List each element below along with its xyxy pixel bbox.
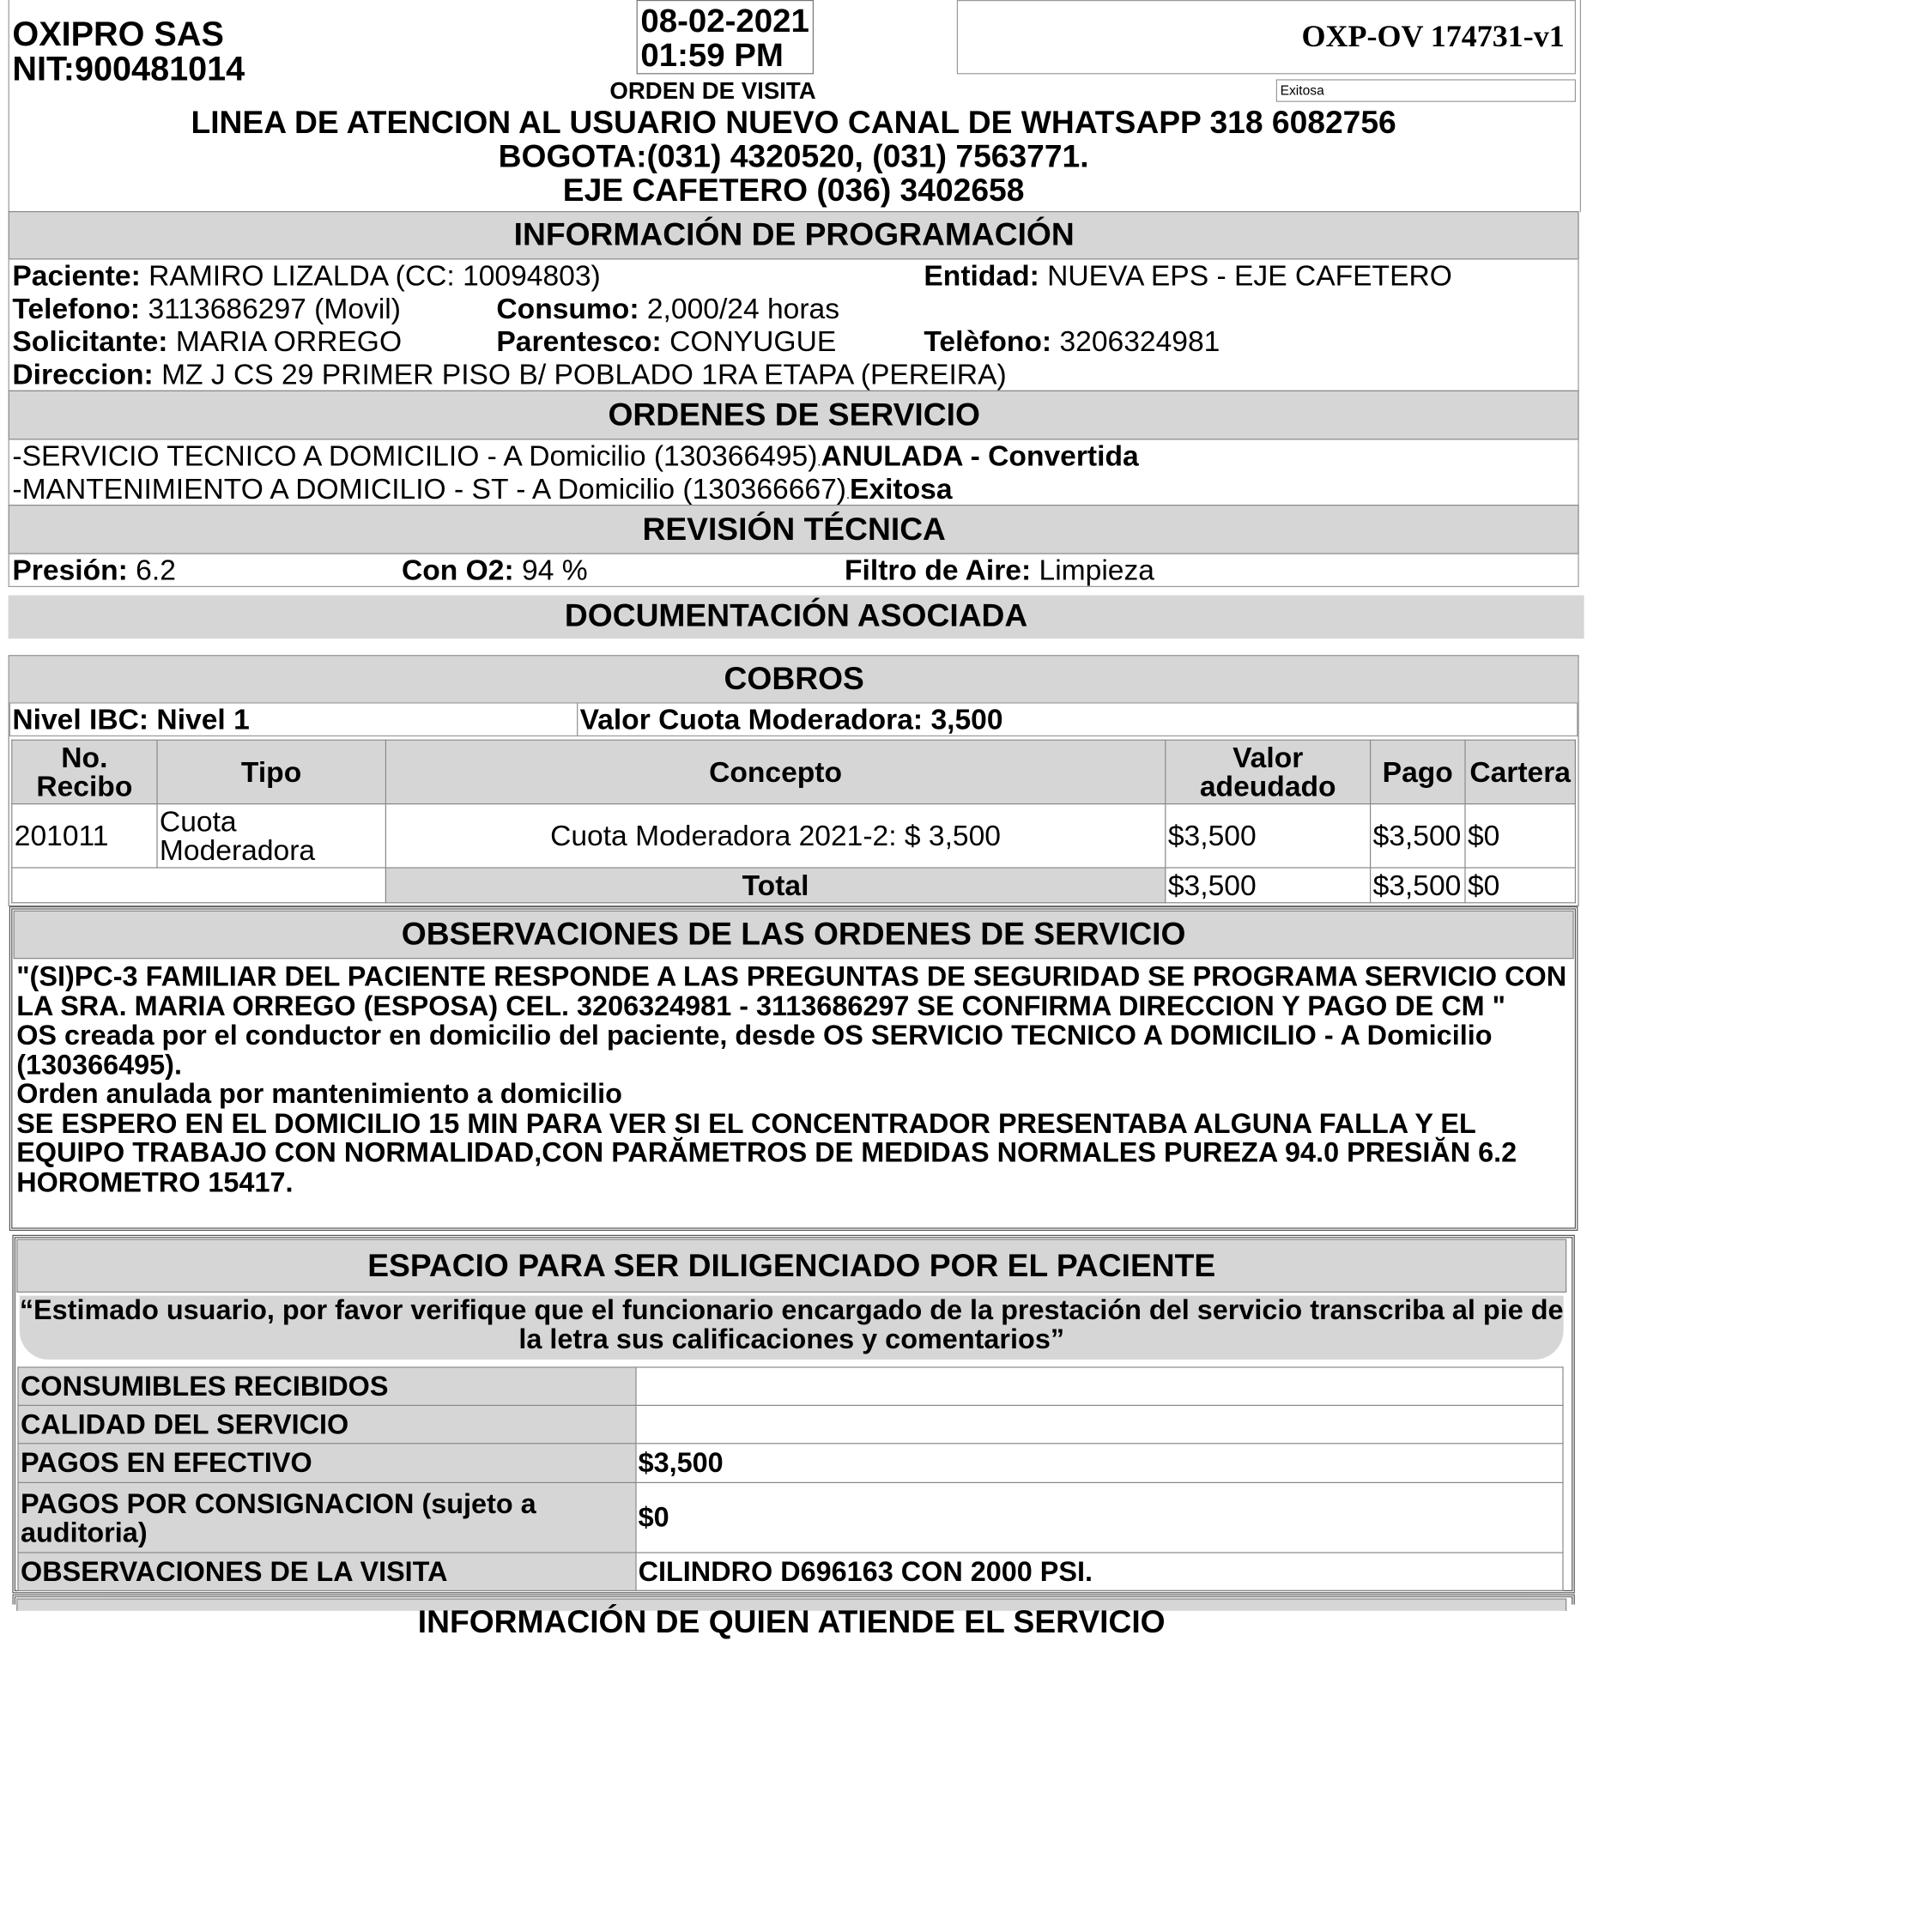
documentacion-title: DOCUMENTACIÓN ASOCIADA: [564, 597, 1028, 633]
total-spacer: [12, 868, 385, 903]
company-nit: NIT:900481014: [12, 49, 245, 88]
table-row: [12, 804, 1576, 868]
parentesco-field: Parentesco: CONYUGUE: [496, 325, 837, 358]
col-header-pago: Pago: [1371, 740, 1465, 803]
revision-title: REVISIÓN TÉCNICA: [642, 511, 946, 548]
paciente-value: RAMIRO LIZALDA (CC: 10094803): [148, 259, 601, 292]
total-valor: $3,500: [1166, 868, 1371, 903]
consumo-field: Consumo: 2,000/24 horas: [496, 292, 840, 324]
visit-time: 01:59 PM: [640, 36, 784, 74]
col-header-valor: Valor adeudado: [1166, 740, 1371, 803]
filtro-field: Filtro de Aire: Limpieza: [845, 554, 1154, 586]
contact-line-bogota: BOGOTA:(031) 4320520, (031) 7563771.: [498, 137, 1089, 174]
col-header-concepto: Concepto: [385, 740, 1166, 803]
row-label: PAGOS EN EFECTIVO: [18, 1444, 636, 1483]
direccion-field: Direccion: MZ J CS 29 PRIMER PISO B/ POBLADO 1RA ETAPA (PEREIRA): [12, 358, 1007, 391]
table-header-row: [12, 740, 1576, 803]
cell-pago: $3,500: [1371, 804, 1465, 868]
row-label: CALIDAD DEL SERVICIO: [18, 1405, 636, 1443]
contact-line-whatsapp: LINEA DE ATENCION AL USUARIO NUEVO CANAL DE WHATSAPP 318 6082756: [191, 104, 1396, 141]
presion-field: Presión: 6.2: [12, 554, 176, 586]
entidad-value: NUEVA EPS - EJE CAFETERO: [1047, 259, 1452, 292]
total-pago: $3,500: [1371, 868, 1465, 903]
total-label: Total: [385, 868, 1166, 903]
solicitante-field: Solicitante: MARIA ORREGO: [12, 325, 403, 358]
cobros-table: [11, 740, 1576, 904]
presion-value: 6.2: [136, 554, 176, 586]
telefono2-field: Telèfono: 3206324981: [924, 325, 1220, 358]
orden-status: Exitosa: [849, 472, 953, 505]
total-row: [12, 868, 1576, 903]
cuota-moderadora: Valor Cuota Moderadora: 3,500: [579, 703, 1003, 736]
consumo-value: 2,000/24 horas: [646, 292, 840, 324]
orden-status: ANULADA - Convertida: [821, 439, 1139, 472]
status-badge: Exitosa: [1276, 79, 1576, 101]
entidad-field: Entidad: NUEVA EPS - EJE CAFETERO: [924, 259, 1452, 292]
row-label: PAGOS POR CONSIGNACION (sujeto a auditoria): [18, 1482, 636, 1553]
atiende-title: INFORMACIÓN DE QUIEN ATIENDE EL SERVICIO: [417, 1603, 1166, 1640]
paciente-row: [18, 1405, 1563, 1443]
contact-line-eje-cafetero: EJE CAFETERO (036) 3402658: [562, 172, 1025, 209]
paciente-table: [17, 1366, 1563, 1591]
observacion-line: Orden anulada por mantenimiento a domicilio: [16, 1078, 622, 1110]
o2-value: 94 %: [522, 554, 588, 586]
parentesco-value: CONYUGUE: [669, 325, 837, 358]
cell-tipo: Cuota Moderadora: [157, 804, 385, 868]
col-header-cartera: Cartera: [1465, 740, 1575, 803]
cell-concepto: Cuota Moderadora 2021-2: $ 3,500: [385, 804, 1166, 868]
observaciones-text: [16, 962, 1570, 1197]
col-header-recibo: No. Recibo: [12, 740, 157, 803]
revision-body: [9, 553, 1579, 587]
paciente-row: [18, 1482, 1563, 1553]
observacion-line: "(SI)PC-3 FAMILIAR DEL PACIENTE RESPONDE A LAS PREGUNTAS DE SEGURIDAD SE PROGRAMA SERVICIO CON LA SRA. MARIA ORREGO (ESPOSA) CEL. 3206324981 - 3113686297 SE CONFIRMA DIRECCION Y PAGO DE CM ": [16, 960, 1567, 1021]
paciente-note: “Estimado usuario, por favor verifique que el funcionario encargado de la prestación del servicio transcriba al pie de la letra sus calificaciones y comentarios”: [20, 1296, 1564, 1360]
paciente-field: Paciente: RAMIRO LIZALDA (CC: 10094803): [12, 259, 601, 292]
observaciones-title: OBSERVACIONES DE LAS ORDENES DE SERVICIO: [401, 915, 1186, 952]
pagos-efectivo-value: $3,500: [636, 1444, 1563, 1483]
total-cartera: $0: [1465, 868, 1575, 903]
calidad-value: [636, 1405, 1563, 1443]
observaciones-visita-value: CILINDRO D696163 CON 2000 PSI.: [636, 1553, 1563, 1590]
telefono-field: Telefono: 3113686297 (Movil): [12, 292, 401, 324]
nivel-ibc: Nivel IBC: Nivel 1: [12, 703, 250, 736]
o2-field: Con O2: 94 %: [402, 554, 588, 586]
orden-item: -MANTENIMIENTO A DOMICILIO - ST - A Domicilio (130366667).Exitosa: [12, 472, 953, 505]
doc-type: ORDEN DE VISITA: [609, 77, 816, 105]
consumibles-value: [636, 1367, 1563, 1405]
company-name: OXIPRO SAS: [12, 14, 224, 53]
col-header-tipo: Tipo: [157, 740, 385, 803]
row-label: OBSERVACIONES DE LA VISITA: [18, 1553, 636, 1590]
cell-cartera: $0: [1465, 804, 1575, 868]
orden-item: -SERVICIO TECNICO A DOMICILIO - A Domicilio (130366495).ANULADA - Convertida: [12, 439, 1139, 472]
observacion-line: OS creada por el conductor en domicilio del paciente, desde OS SERVICIO TECNICO A DOMICILIO - A Domicilio (130366495).: [16, 1020, 1493, 1081]
filtro-value: Limpieza: [1039, 554, 1154, 586]
telefono2-value: 3206324981: [1059, 325, 1220, 358]
telefono-value: 3113686297 (Movil): [148, 292, 401, 324]
order-code: OXP-OV 174731-v1: [1301, 19, 1565, 54]
atiende-header: [16, 1598, 1566, 1640]
cell-recibo: 201011: [12, 804, 157, 868]
cell-valor: $3,500: [1166, 804, 1371, 868]
ordenes-title: ORDENES DE SERVICIO: [608, 397, 980, 433]
cobros-title: COBROS: [724, 660, 864, 697]
row-label: CONSUMIBLES RECIBIDOS: [18, 1367, 636, 1405]
pagos-consignacion-value: $0: [636, 1482, 1563, 1553]
observacion-line: SE ESPERO EN EL DOMICILIO 15 MIN PARA VER SI EL CONCENTRADOR PRESENTABA ALGUNA FALLA Y EL EQUIPO TRABAJO CON NORMALIDAD,CON PARĂMETROS DE MEDIDAS NORMALES PUREZA 94.0 PRESIĂN 6.2 HOROMETRO 15417.: [16, 1107, 1517, 1197]
solicitante-value: MARIA ORREGO: [175, 325, 403, 358]
contact-info: [9, 105, 1579, 207]
visit-date: 08-02-2021: [640, 2, 809, 39]
paciente-espacio-title: ESPACIO PARA SER DILIGENCIADO POR EL PACIENTE: [367, 1247, 1216, 1284]
paciente-row: [18, 1553, 1563, 1590]
direccion-value: MZ J CS 29 PRIMER PISO B/ POBLADO 1RA ETAPA (PEREIRA): [161, 358, 1007, 391]
paciente-row: [18, 1444, 1563, 1483]
paciente-row: [18, 1367, 1563, 1405]
programacion-title: INFORMACIÓN DE PROGRAMACIÓN: [513, 216, 1075, 252]
